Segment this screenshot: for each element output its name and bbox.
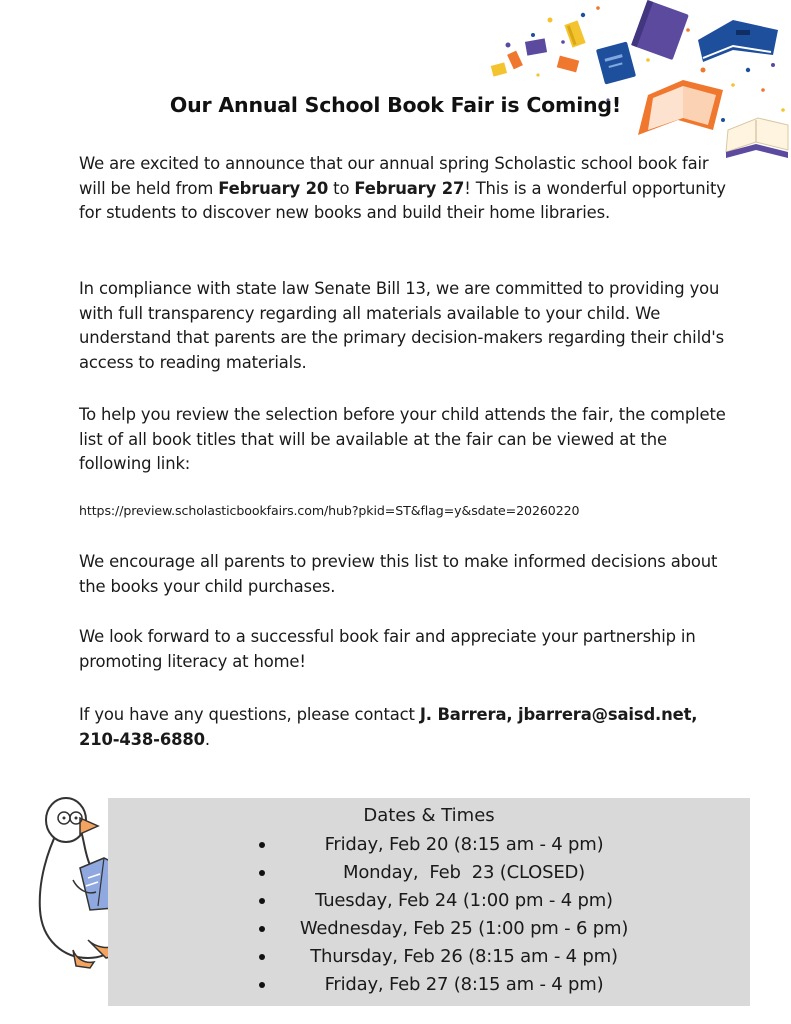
dates-times-box [108, 798, 750, 1006]
contact-prefix: If you have any questions, please contact [79, 705, 420, 724]
book-purple-large [631, 0, 689, 60]
bullet-icon [259, 898, 265, 904]
book-open-pages [726, 118, 788, 158]
intro-paragraph [79, 152, 729, 226]
bullet-icon [259, 982, 265, 988]
date-item [108, 915, 750, 943]
book-orange-tilted [557, 56, 579, 73]
bullet-icon [259, 870, 265, 876]
date-item-text: Wednesday, Feb 25 (1:00 pm - 6 pm) [299, 918, 629, 939]
book-blue [596, 41, 636, 84]
book-list-link[interactable]: https://preview.scholasticbookfairs.com/hub?pkid=ST&flag=y&sdate=20260220 [79, 503, 580, 518]
date-item [108, 859, 750, 887]
book-yellow-small [491, 62, 507, 76]
intro-text-2: to [328, 178, 355, 198]
intro-text-3: ! This is a wonderful opportunity for students to discover new books and build their home libraries. [79, 178, 726, 222]
review-paragraph: To help you review the selection before your child attends the fair, the complete list of all book titles that will be available at the fair can be viewed at the following link: [79, 405, 726, 473]
date-item [108, 943, 750, 971]
date-item-text: Tuesday, Feb 24 (1:00 pm - 4 pm) [315, 890, 613, 911]
fair-end-date: February 27 [354, 178, 465, 198]
date-item-text: Monday, Feb 23 (CLOSED) [343, 862, 585, 883]
date-item-text: Friday, Feb 20 (8:15 am - 4 pm) [324, 834, 604, 855]
contact-details: J. Barrera, jbarrera@saisd.net, 210-438-6880 [79, 705, 698, 749]
dates-list [108, 831, 750, 999]
encourage-paragraph: We encourage all parents to preview this list to make informed decisions about the books your child purchases. [79, 552, 718, 596]
date-item-text: Thursday, Feb 26 (8:15 am - 4 pm) [310, 946, 618, 967]
book-purple-small [525, 38, 547, 55]
flying-books-icon [488, 0, 791, 165]
book-blue-open [698, 20, 778, 62]
bullet-icon [259, 926, 265, 932]
book-orange-small [507, 51, 523, 70]
dates-heading: Dates & Times [363, 805, 495, 826]
bullet-icon [259, 842, 265, 848]
date-item [108, 971, 750, 999]
compliance-paragraph: In compliance with state law Senate Bill 13, we are committed to providing you with full transparency regarding all materials available to your child. We understand that parents are the primary decision-makers regarding their child's access to reading materials. [79, 279, 724, 372]
date-item-text: Friday, Feb 27 (8:15 am - 4 pm) [324, 974, 604, 995]
page-title: Our Annual School Book Fair is Coming! [169, 93, 622, 117]
date-item [108, 887, 750, 915]
contact-paragraph [79, 703, 729, 752]
fair-start-date: February 20 [218, 178, 329, 198]
bullet-icon [259, 954, 265, 960]
closing-paragraph: We look forward to a successful book fair and appreciate your partnership in promoting literacy at home! [79, 627, 696, 671]
intro-text-1: We are excited to announce that our annual spring Scholastic school book fair will be held from [79, 154, 709, 198]
date-item [108, 831, 750, 859]
contact-suffix: . [204, 729, 210, 749]
book-yellow [564, 20, 585, 47]
